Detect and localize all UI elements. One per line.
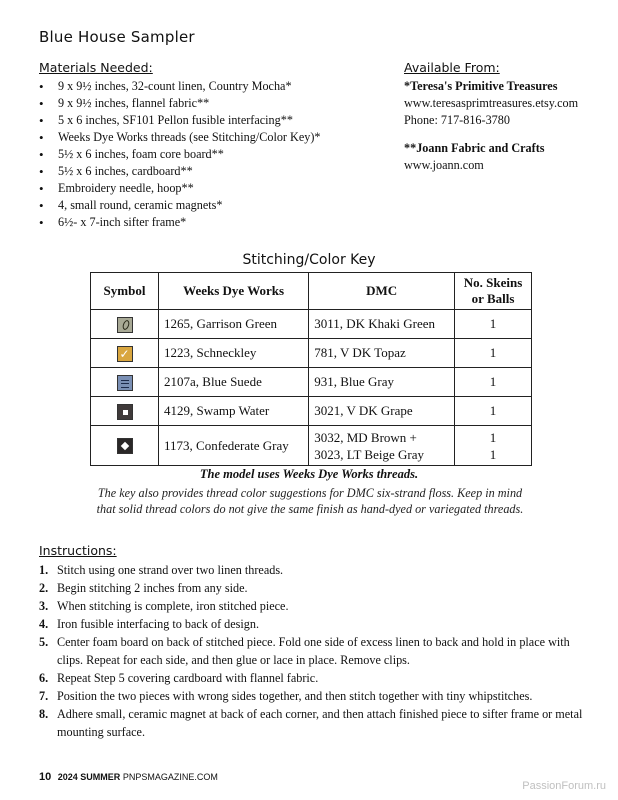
instruction-step xyxy=(39,615,584,633)
step-number: 5. xyxy=(39,635,49,649)
wdw-cell: 2107a, Blue Suede xyxy=(159,368,309,397)
letter-l-symbol-icon xyxy=(117,317,133,333)
col-header-dmc: DMC xyxy=(309,273,455,310)
list-item: • 5½ x 6 inches, foam core board** xyxy=(39,146,321,163)
instruction-step xyxy=(39,687,584,705)
wdw-cell: 1265, Garrison Green xyxy=(159,310,309,339)
bars-symbol-icon xyxy=(117,375,133,391)
step-number: 2. xyxy=(39,581,49,595)
step-number: 3. xyxy=(39,599,49,613)
list-item: • 5 x 6 inches, SF101 Pellon fusible interfacing** xyxy=(39,112,321,129)
square-dot-symbol-icon xyxy=(117,404,133,420)
instruction-step xyxy=(39,705,584,741)
col-header-skeins xyxy=(455,273,532,310)
step-number: 6. xyxy=(39,671,49,685)
store-url[interactable]: www.teresasprimtreasures.etsy.com xyxy=(404,96,579,110)
step-text: When stitching is complete, iron stitched piece. xyxy=(57,599,289,613)
available-heading: Available From: xyxy=(404,60,500,75)
store-name: **Joann Fabric and Crafts xyxy=(404,141,545,155)
step-text: Adhere small, ceramic magnet at back of each corner, and then attach finished piece to sifter frame or metal mounting surface. xyxy=(57,707,583,739)
color-key-table xyxy=(90,272,532,466)
key-note-line: that solid thread colors do not give the same finish as hand-dyed or variegated threads. xyxy=(96,502,524,516)
col-header-symbol: Symbol xyxy=(91,273,159,310)
issue-label: 2024 SUMMER xyxy=(57,772,121,782)
key-title: Stitching/Color Key xyxy=(242,252,376,268)
page-title: Blue House Sampler xyxy=(39,28,195,46)
list-item: • 6½- x 7-inch sifter frame* xyxy=(39,214,321,231)
dmc-cell: 3011, DK Khaki Green xyxy=(309,310,455,339)
store-url[interactable]: www.joann.com xyxy=(404,158,484,172)
materials-list xyxy=(39,78,321,231)
table-row xyxy=(91,310,532,339)
list-item: • 9 x 9½ inches, 32-count linen, Country Mocha* xyxy=(39,78,321,95)
checkmark-symbol-icon: ✓ xyxy=(117,346,133,362)
list-item: • 9 x 9½ inches, flannel fabric** xyxy=(39,95,321,112)
table-row xyxy=(91,368,532,397)
header-line: No. Skeins xyxy=(463,275,523,290)
qty-line: 1 xyxy=(489,429,497,445)
step-text: Stitch using one strand over two linen threads. xyxy=(57,563,284,577)
instruction-step xyxy=(39,579,584,597)
step-text: Center foam board on back of stitched piece. Fold one side of excess linen to back and hold in place with clips. Repeat for each side, and then glue or lace in place. Remove clips. xyxy=(57,635,570,667)
watermark: PassionForum.ru xyxy=(522,780,606,792)
wdw-cell: 4129, Swamp Water xyxy=(159,397,309,426)
site-url[interactable]: PNPSMAGAZINE.COM xyxy=(122,772,218,782)
key-note-line: The key also provides thread color suggestions for DMC six-strand floss. Keep in mind xyxy=(97,486,523,500)
store-name: *Teresa's Primitive Treasures xyxy=(404,79,558,93)
step-text: Position the two pieces with wrong sides together, and then stitch together with tiny whipstitches. xyxy=(57,689,533,703)
header-line: or Balls xyxy=(471,291,515,306)
wdw-cell: 1173, Confederate Gray xyxy=(159,426,309,466)
qty-line: 1 xyxy=(489,446,497,462)
materials-heading: Materials Needed: xyxy=(39,60,153,75)
table-header-row xyxy=(91,273,532,310)
qty-cell: 1 xyxy=(455,368,532,397)
step-number: 4. xyxy=(39,617,49,631)
wdw-cell: 1223, Schneckley xyxy=(159,339,309,368)
instructions-heading: Instructions: xyxy=(39,543,117,558)
instruction-step xyxy=(39,597,584,615)
dmc-cell: 3021, V DK Grape xyxy=(309,397,455,426)
step-text: Iron fusible interfacing to back of design. xyxy=(57,617,260,631)
step-number: 1. xyxy=(39,563,49,577)
model-note: The model uses Weeks Dye Works threads. xyxy=(199,467,419,481)
table-row xyxy=(91,426,532,466)
dmc-cell xyxy=(309,426,455,466)
page-number: 10 xyxy=(39,771,52,783)
instruction-step xyxy=(39,561,584,579)
table-row xyxy=(91,339,532,368)
store-phone: Phone: 717-816-3780 xyxy=(404,113,510,127)
dmc-cell: 931, Blue Gray xyxy=(309,368,455,397)
qty-cell: 1 xyxy=(455,310,532,339)
step-number: 7. xyxy=(39,689,49,703)
list-item: • 4, small round, ceramic magnets* xyxy=(39,197,321,214)
qty-cell: 1 xyxy=(455,397,532,426)
step-text: Repeat Step 5 covering cardboard with flannel fabric. xyxy=(57,671,319,685)
list-item: • 5½ x 6 inches, cardboard** xyxy=(39,163,321,180)
step-text: Begin stitching 2 inches from any side. xyxy=(57,581,248,595)
available-block xyxy=(404,78,578,174)
instructions-list xyxy=(39,561,584,741)
qty-cell: 1 xyxy=(455,339,532,368)
dmc-line: 3023, LT Beige Gray xyxy=(314,446,424,462)
dmc-cell: 781, V DK Topaz xyxy=(309,339,455,368)
key-note xyxy=(80,485,540,517)
list-item: • Weeks Dye Works threads (see Stitching/Color Key)* xyxy=(39,129,321,146)
col-header-wdw: Weeks Dye Works xyxy=(159,273,309,310)
dmc-line: 3032, MD Brown + xyxy=(314,429,417,445)
list-item: • Embroidery needle, hoop** xyxy=(39,180,321,197)
instruction-step xyxy=(39,633,584,669)
step-number: 8. xyxy=(39,707,49,721)
instruction-step xyxy=(39,669,584,687)
qty-cell xyxy=(455,426,532,466)
table-row xyxy=(91,397,532,426)
diamond-symbol-icon xyxy=(117,438,133,454)
page-footer xyxy=(39,771,218,783)
